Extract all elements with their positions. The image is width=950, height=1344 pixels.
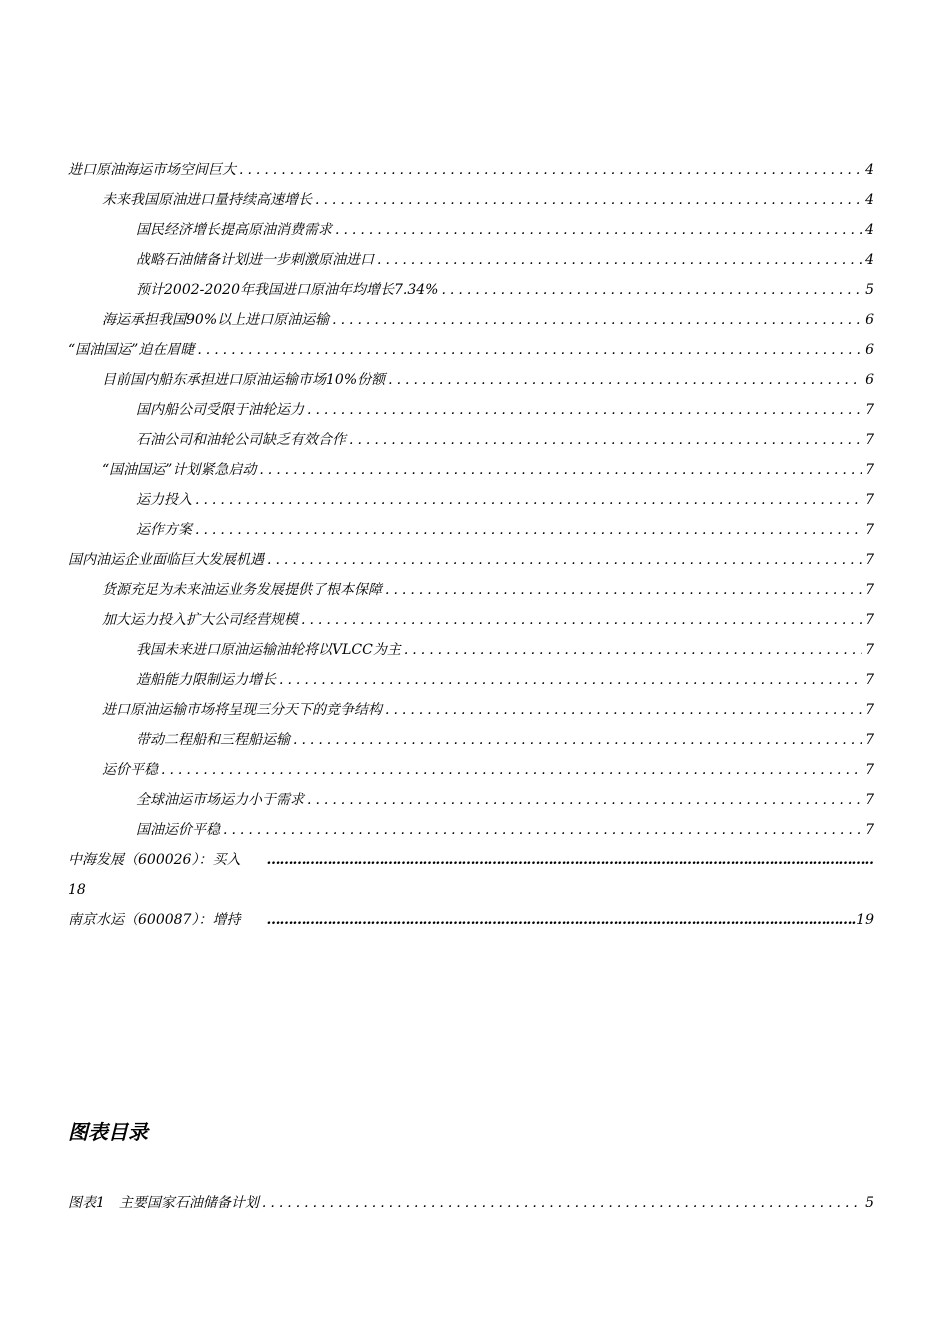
toc-entry-title: 海运承担我国90%以上进口原油运输 (102, 312, 330, 328)
toc-entry-page: 5 (865, 282, 874, 298)
dot-leader (385, 695, 862, 725)
toc-entry-page: 7 (865, 642, 874, 658)
toc-entry-page: 6 (865, 342, 874, 358)
toc-entry[interactable] (68, 515, 874, 545)
toc-entry-title: 战略石油储备计划进一步刺激原油进口 (136, 252, 374, 268)
dot-leader (266, 845, 874, 875)
dot-leader (307, 785, 862, 815)
toc-entry[interactable] (68, 425, 874, 455)
toc-entry-title: “国油国运”计划紧急启动 (102, 462, 257, 478)
toc-entry[interactable] (68, 695, 874, 725)
toc-entry[interactable] (68, 575, 874, 605)
dot-leader (404, 635, 862, 665)
figure-page: 5 (865, 1195, 874, 1211)
toc-entry-page: 7 (865, 432, 874, 448)
toc-entry-title: 运力投入 (136, 492, 192, 508)
toc-entry-company[interactable] (68, 905, 874, 935)
dot-leader (262, 1188, 862, 1218)
toc-entry-title: 全球油运市场运力小于需求 (136, 792, 304, 808)
toc-entry-title: 石油公司和油轮公司缺乏有效合作 (136, 432, 346, 448)
toc-entry-page: 7 (865, 672, 874, 688)
toc-entry-title: 国民经济增长提高原油消费需求 (136, 222, 332, 238)
dot-leader (332, 305, 862, 335)
toc-entry-title: “国油国运”迫在眉睫 (68, 342, 195, 358)
dot-leader (266, 905, 856, 935)
dot-leader (195, 485, 862, 515)
toc-entry[interactable] (68, 215, 874, 245)
figures-list (68, 1188, 874, 1218)
figures-list-title: 图表目录 (68, 1120, 148, 1144)
toc-entry-title: 目前国内船东承担进口原油运输市场10%份额 (102, 372, 386, 388)
toc-entry[interactable] (68, 725, 874, 755)
toc-entry[interactable] (68, 185, 874, 215)
toc-entry-page: 7 (865, 702, 874, 718)
toc-entry-page: 7 (865, 732, 874, 748)
dot-leader (441, 275, 862, 305)
toc-entry-title: 运作方案 (136, 522, 192, 538)
dot-leader (349, 425, 862, 455)
toc-entry[interactable] (68, 755, 874, 785)
dot-leader (267, 545, 862, 575)
toc-entry[interactable] (68, 665, 874, 695)
toc-entry-title: 我国未来进口原油运输油轮将以VLCC为主 (136, 642, 401, 658)
toc-entry-page: 7 (865, 552, 874, 568)
dot-leader (307, 395, 862, 425)
dot-leader (377, 245, 862, 275)
toc-entry[interactable] (68, 305, 874, 335)
toc-entry-title: 进口原油运输市场将呈现三分天下的竞争结构 (102, 702, 382, 718)
toc-entry-title: 国内船公司受限于油轮运力 (136, 402, 304, 418)
dot-leader (161, 755, 862, 785)
dot-leader (301, 605, 862, 635)
toc-entry-page: 7 (865, 582, 874, 598)
toc-entry-title: 国油运价平稳 (136, 822, 220, 838)
toc-entry-title: 南京水运（600087）：增持 (68, 912, 241, 928)
toc-entry-title: 加大运力投入扩大公司经营规模 (102, 612, 298, 628)
toc-entry-page: 7 (865, 792, 874, 808)
toc-entry-page: 4 (865, 192, 874, 208)
toc-entry-title: 进口原油海运市场空间巨大 (68, 162, 236, 178)
figure-label: 图表1 (68, 1195, 105, 1211)
toc-entry[interactable] (68, 245, 874, 275)
dot-leader (385, 575, 862, 605)
dot-leader (388, 365, 862, 395)
toc-entry[interactable] (68, 455, 874, 485)
toc-entry-page: 4 (865, 252, 874, 268)
toc-entry-title: 带动二程船和三程船运输 (136, 732, 290, 748)
toc-entry[interactable] (68, 605, 874, 635)
toc-entry[interactable] (68, 545, 874, 575)
toc-entry-page: 19 (856, 912, 874, 928)
toc-entry-page: 4 (865, 222, 874, 238)
figure-entry[interactable] (68, 1188, 874, 1218)
toc-entry-page: 7 (865, 762, 874, 778)
figure-title: 主要国家石油储备计划 (118, 1195, 259, 1211)
toc-entry-page: 7 (865, 492, 874, 508)
toc-entry[interactable] (68, 335, 874, 365)
dot-leader (335, 215, 862, 245)
toc-entry-page: 7 (865, 402, 874, 418)
dot-leader (239, 155, 862, 185)
dot-leader (293, 725, 862, 755)
toc-entry-page: 7 (865, 462, 874, 478)
table-of-contents (68, 155, 874, 935)
toc-entry-title: 运价平稳 (102, 762, 158, 778)
toc-entry-title: 造船能力限制运力增长 (136, 672, 276, 688)
toc-entry[interactable] (68, 485, 874, 515)
dot-leader (195, 515, 862, 545)
dot-leader (315, 185, 862, 215)
toc-entry[interactable] (68, 815, 874, 845)
toc-entry[interactable] (68, 785, 874, 815)
dot-leader (197, 335, 862, 365)
toc-entry[interactable] (68, 275, 874, 305)
toc-entry-title: 货源充足为未来油运业务发展提供了根本保障 (102, 582, 382, 598)
toc-entry-page: 7 (865, 522, 874, 538)
toc-entry-page: 6 (865, 372, 874, 388)
toc-entry[interactable] (68, 635, 874, 665)
dot-leader (259, 455, 862, 485)
dot-leader (223, 815, 862, 845)
toc-entry-page: 7 (865, 822, 874, 838)
toc-entry-page: 6 (865, 312, 874, 328)
toc-entry-title: 未来我国原油进口量持续高速增长 (102, 192, 312, 208)
toc-entry-page: 4 (865, 162, 874, 178)
toc-entry-page: 7 (865, 612, 874, 628)
toc-entry-page: 18 (68, 882, 86, 898)
toc-entry[interactable] (68, 365, 874, 395)
dot-leader (279, 665, 862, 695)
toc-entry[interactable] (68, 395, 874, 425)
toc-entry-title: 中海发展（600026）：买入 (68, 852, 241, 868)
toc-entry-title: 预计2002-2020年我国进口原油年均增长7.34% (136, 282, 439, 298)
toc-entry[interactable] (68, 155, 874, 185)
toc-entry-company[interactable] (68, 845, 874, 875)
toc-entry-title: 国内油运企业面临巨大发展机遇 (68, 552, 264, 568)
